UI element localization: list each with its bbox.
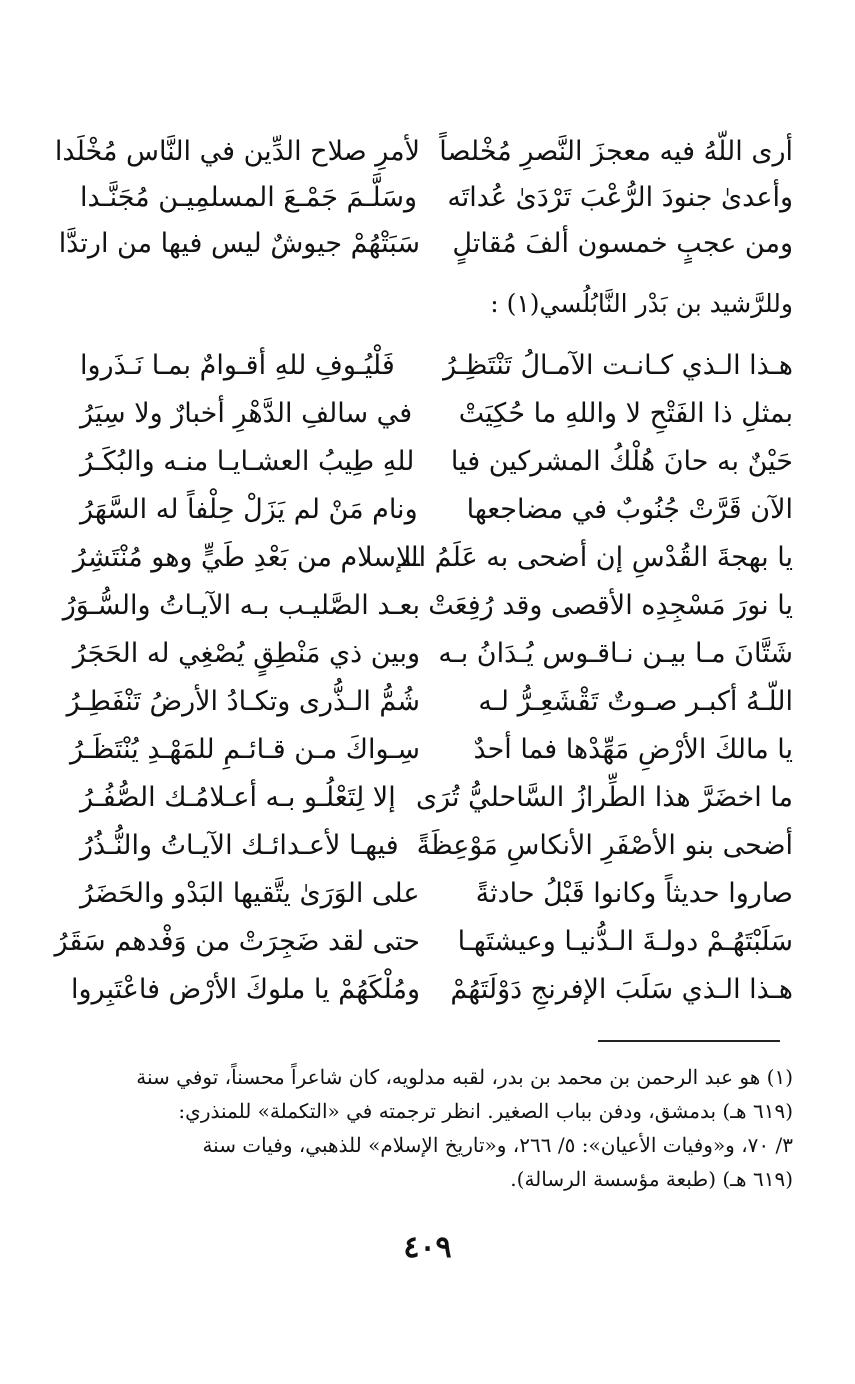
verse-hemistich-right: يا مالكَ الأرْضِ مَهِّدْها فما أحدٌ <box>473 734 793 765</box>
verse-hemistich-right: أضحى بنو الأصْفَرِ الأنكاسِ مَوْعِظَةً <box>416 830 793 861</box>
verse-hemistich-left: ـلإسلام من بَعْدِ طَيٍّ وهو مُنْتَشِرُ <box>72 542 420 573</box>
verse-hemistich-left: وسَلَّـمَ جَمْـعَ المسلمِيـن مُجَنَّـدا <box>80 182 418 213</box>
verse-hemistich-left: إلا لِتَعْلُـو بـه أعـلامُـك الصُّفُـرُ <box>80 782 396 813</box>
verse-hemistich-left: على الوَرَىٰ يتَّقيها البَدْو والحَضَرُ <box>80 878 420 909</box>
footnote-separator <box>598 1040 780 1042</box>
verse-hemistich-right: صاروا حديثاً وكانوا قَبْلُ حادثةً <box>475 878 793 909</box>
footnote-line: ٣/ ٧٠، و«وفيات الأعيان»: ٥/ ٢٦٦، و«تاريخ الإسلام» للذهبي، وفيات سنة <box>202 1133 793 1157</box>
verse-hemistich-left: ونام مَنْ لم يَزَلْ حِلْفاً له السَّهَرُ <box>80 494 418 525</box>
footnote-line: (٦١٩ هـ) بدمشق، ودفن بباب الصغير. انظر ترجمته في «التكملة» للمنذري: <box>178 1099 793 1123</box>
poem-intro-heading: وللرَّشيد بن بَدْر النَّابُلُسي(١) : <box>490 289 793 318</box>
verse-hemistich-right: ما اخضَرَّ هذا الطِّرازُ السَّاحليُّ تُرَى <box>415 782 793 813</box>
verse-hemistich-right: ومن عجبٍ خمسون ألفَ مُقاتلٍ <box>452 228 793 259</box>
verse-hemistich-left: فَلْيُـوفِ للهِ أقـوامٌ بمـا نَـذَروا <box>80 350 395 381</box>
verse-hemistich-left: بعـد الصَّليـب بـه الآيـاتُ والسُّـوَرُ <box>62 590 420 621</box>
verse-hemistich-right: هـذا الـذي سَلَبَ الإفرنجِ دَوْلَتَهُمْ <box>450 974 793 1005</box>
verse-hemistich-right: شَتَّانَ مـا بيـن نـاقـوس يُـدَانُ بـه <box>438 638 793 669</box>
footnote-line: (١) هو عبد الرحمن بن محمد بن بدر، لقبه مدلويه، كان شاعراً محسناً، توفي سنة <box>136 1065 793 1089</box>
verse-hemistich-right: هـذا الـذي كـانـت الآمـالُ تَنْتَظِـرُ <box>443 350 793 381</box>
verse-hemistich-right: أرى اللّهُ فيه معجزَ النَّصرِ مُخْلصاً <box>439 136 793 167</box>
verse-hemistich-left: فيهـا لأعـدائـك الآيـاتُ والنُّـذُرُ <box>80 830 399 861</box>
verse-hemistich-left: سَبَتْهُمْ جيوشٌ ليس فيها من ارتدَّا <box>58 228 420 259</box>
verse-hemistich-left: وبين ذي مَنْطِقٍ يُصْغِي له الحَجَرُ <box>72 638 420 669</box>
footnote-line: (٦١٩ هـ) (طبعة مؤسسة الرسالة). <box>510 1167 793 1191</box>
verse-hemistich-right: سَلَبْتَهُـمْ دولـةَ الـدُّنيـا وعيشتَهـا <box>457 926 793 957</box>
verse-hemistich-left: سِـواكَ مـن قـائـمِ للمَهْـدِ يُنْتَظَـرُ <box>70 734 420 765</box>
verse-hemistich-left: حتى لقد ضَجِرَتْ من وَفْدهم سَقَرُ <box>54 926 420 957</box>
verse-hemistich-right: اللّـهُ أكبـر صـوتٌ تَقْشَعِـرُّ لـه <box>478 686 793 717</box>
verse-hemistich-left: في سالفِ الدَّهْرِ أخبارٌ ولا سِيَرُ <box>80 398 413 429</box>
verse-hemistich-left: لأمرِ صلاح الدِّين في النَّاس مُخْلَدا <box>54 136 420 167</box>
verse-hemistich-left: ومُلْكَهُمْ يا ملوكَ الأرْض فاعْتَبِروا <box>71 974 420 1005</box>
page-number: ٤٠٩ <box>403 1230 452 1265</box>
verse-hemistich-right: حَيْنٌ به حانَ هُلْكُ المشركين فيا <box>450 446 793 477</box>
verse-hemistich-right: يا نورَ مَسْجِدِه الأقصى وقد رُفِعَتْ <box>428 590 793 621</box>
verse-hemistich-right: يا بهجةَ القُدْسِ إن أضحى به عَلَمُ الـ <box>402 542 793 573</box>
verse-hemistich-right: بمثلِ ذا الفَتْحِ لا واللهِ ما حُكِيَتْ <box>458 398 793 429</box>
verse-hemistich-right: وأعدىٰ جنودَ الرُّعْبَ تَرْدَىٰ عُداتَه <box>447 182 793 213</box>
verse-hemistich-right: الآن قَرَّتْ جُنُوبٌ في مضاجعها <box>466 494 793 525</box>
verse-hemistich-left: شُمُّ الـذُّرى وتكـادُ الأرضُ تَنْفَطِـرُ <box>66 686 420 717</box>
verse-hemistich-left: للهِ طِيبُ العشـايـا منـه والبُكَـرُ <box>80 446 415 477</box>
